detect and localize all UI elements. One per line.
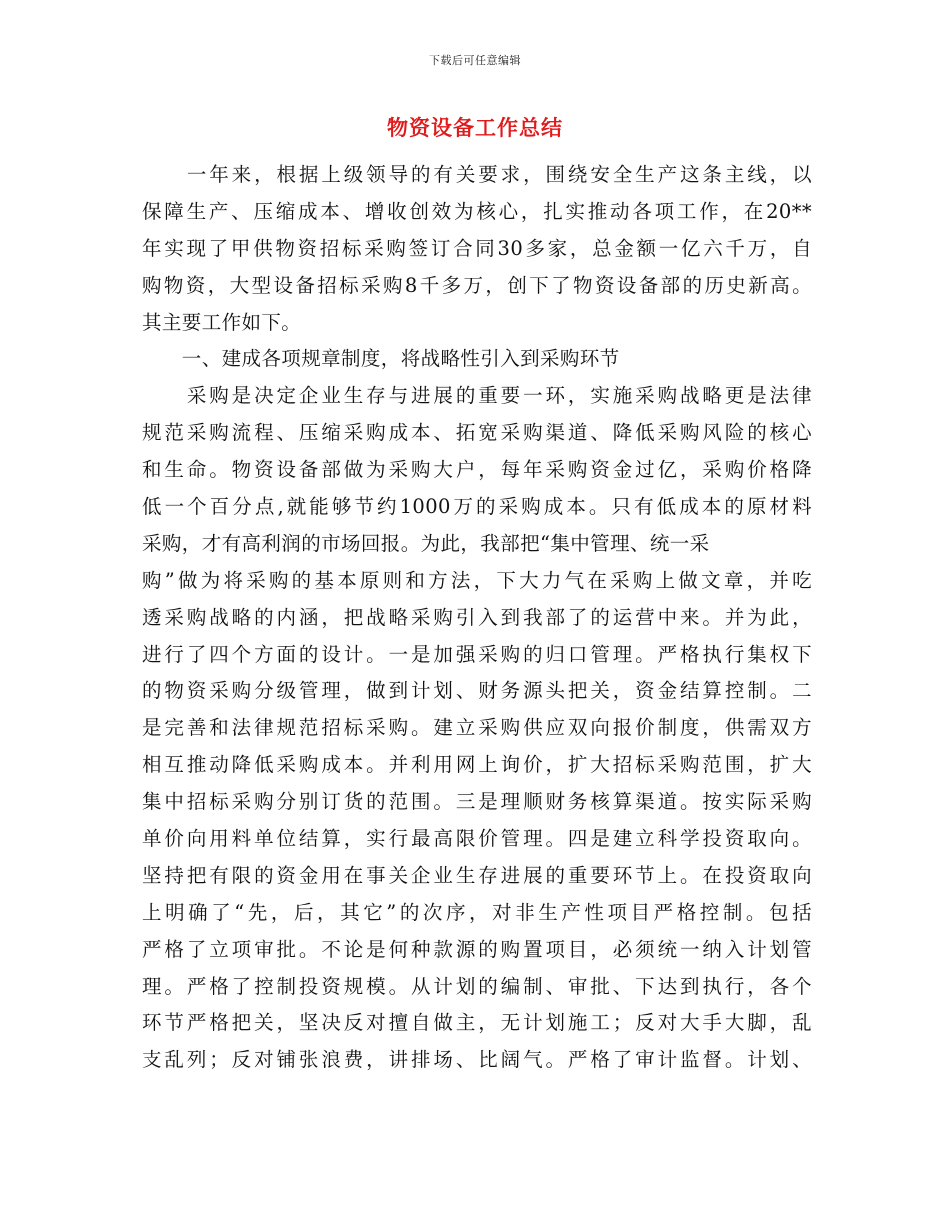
body-line: 一年来，根据上级领导的有关要求，围绕安全生产这条主线，以 <box>142 163 812 186</box>
section-heading: 一、建成各项规章制度，将战略性引入到采购环节 <box>142 347 620 371</box>
body-line: 集中招标采购分别订货的范围。三是理顺财务核算渠道。按实际采购 <box>142 790 812 814</box>
body-line: 透采购战略的内涵，把战略采购引入到我部了的运营中来。并为此， <box>142 605 812 629</box>
body-line: 低一个百分点,就能够节约1000万的采购成本。只有低成本的原材料 <box>142 495 812 519</box>
page-header: 下载后可任意编辑 <box>429 54 521 67</box>
body-line: 采购，才有高利润的市场回报。为此，我部把“集中管理、统一采 <box>142 531 710 555</box>
body-line: 其主要工作如下。 <box>142 310 302 334</box>
body-line: 单价向用料单位结算，实行最高限价管理。四是建立科学投资取向。 <box>142 827 812 851</box>
body-line: 保障生产、压缩成本、增收创效为核心，扎实推动各项工作，在20** <box>142 199 812 223</box>
document-body <box>142 157 812 1079</box>
body-line: 理。严格了控制投资规模。从计划的编制、审批、下达到执行，各个 <box>142 974 812 998</box>
body-line: 规范采购流程、压缩采购成本、拓宽采购渠道、降低采购风险的核心 <box>142 421 812 445</box>
body-line: 购”做为将采购的基本原则和方法，下大力气在采购上做文章，并吃 <box>142 568 812 592</box>
body-line: 进行了四个方面的设计。一是加强采购的归口管理。严格执行集权下 <box>142 642 812 666</box>
body-line: 和生命。物资设备部做为采购大户，每年采购资金过亿，采购价格降 <box>142 458 812 482</box>
body-line: 上明确了“先，后，其它”的次序，对非生产性项目严格控制。包括 <box>142 900 812 924</box>
body-line: 严格了立项审批。不论是何种款源的购置项目，必须统一纳入计划管 <box>142 937 812 961</box>
document-title: 物资设备工作总结 <box>387 115 563 140</box>
body-line: 的物资采购分级管理，做到计划、财务源头把关，资金结算控制。二 <box>142 679 812 703</box>
body-line: 年实现了甲供物资招标采购签订合同30多家，总金额一亿六千万，自 <box>142 236 812 260</box>
body-line: 相互推动降低采购成本。并利用网上询价，扩大招标采购范围，扩大 <box>142 753 812 777</box>
body-line: 是完善和法律规范招标采购。建立采购供应双向报价制度，供需双方 <box>142 716 812 740</box>
body-line: 坚持把有限的资金用在事关企业生存进展的重要环节上。在投资取向 <box>142 863 812 887</box>
body-line: 购物资，大型设备招标采购8千多万，创下了物资设备部的历史新高。 <box>142 273 812 297</box>
body-line: 采购是决定企业生存与进展的重要一环，实施采购战略更是法律 <box>142 384 812 408</box>
body-line: 环节严格把关，坚决反对擅自做主，无计划施工；反对大手大脚，乱 <box>142 1011 812 1035</box>
body-line: 支乱列；反对铺张浪费，讲排场、比阔气。严格了审计监督。计划、 <box>142 1048 812 1072</box>
